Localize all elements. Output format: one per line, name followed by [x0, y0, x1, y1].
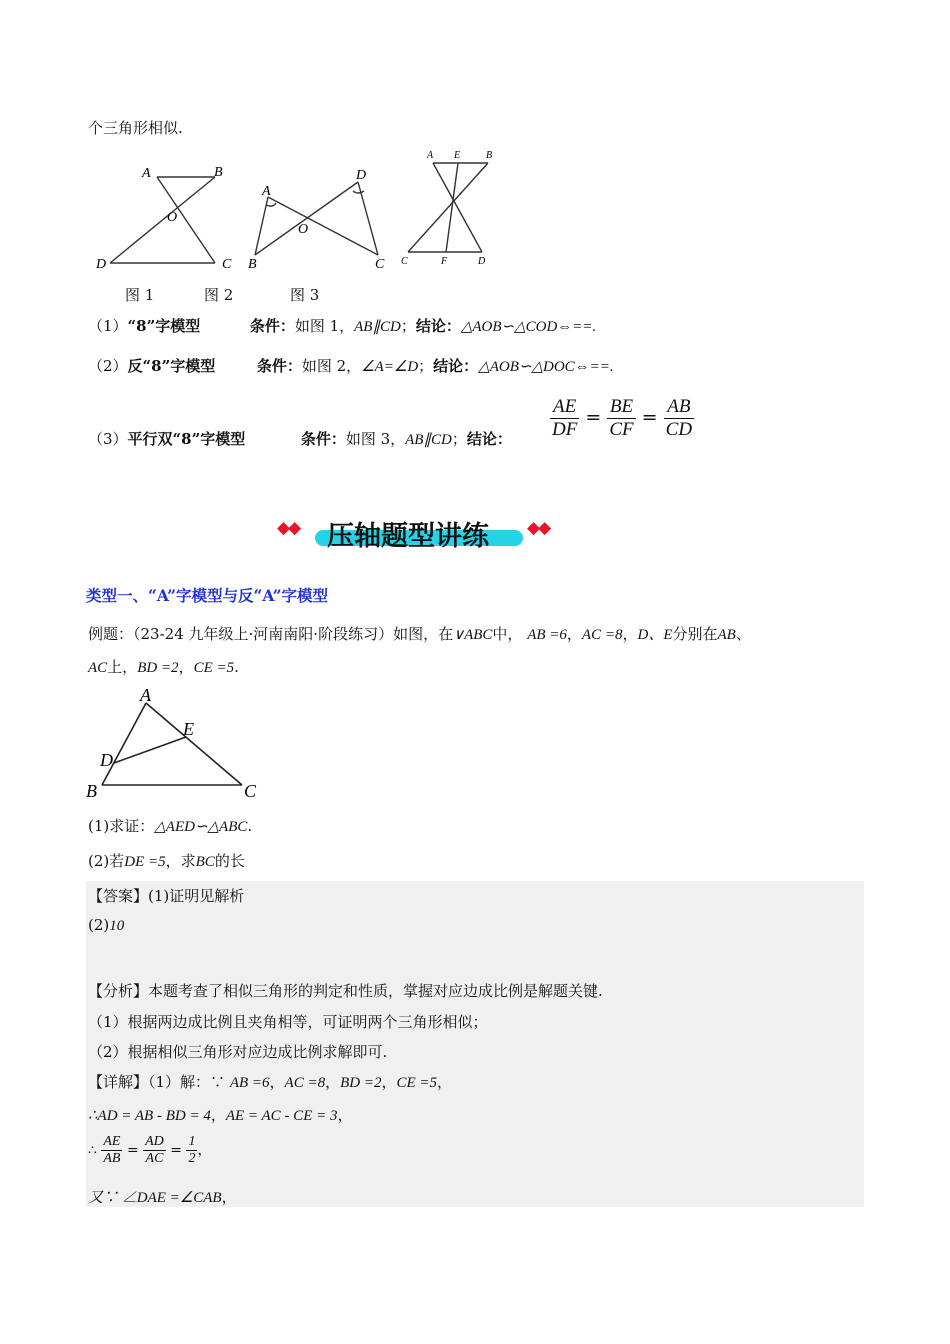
fig3-label-D: D	[478, 256, 486, 267]
banner	[277, 512, 562, 552]
analysis-line: 【分析】本题考查了相似三角形的判定和性质，掌握对应边成比例是解题关键.	[88, 982, 603, 1000]
model-1-conclusion: △AOB∽△COD⇔==.	[460, 319, 597, 335]
fig3-label-B: B	[486, 150, 493, 161]
example-label-D: D	[100, 750, 113, 770]
model-3-name: 平行双“8”字模型	[127, 430, 246, 448]
fig1-label-A: A	[142, 166, 151, 181]
detail-line-3: ∴ $\frac{AE}{AB}$ = $\frac{AD}{AC}$ = $\frac{1}{2}$ ，	[88, 1134, 212, 1166]
fig2-label-C: C	[375, 257, 385, 272]
question-1: (1)求证：△AED∽△ABC.	[88, 817, 253, 835]
figure-1	[110, 177, 215, 263]
detail-line-1: 【详解】（1）解：∵ AB =6，AC =8，BD =2，CE =5，	[88, 1073, 453, 1091]
model-2-cond-text: 如图 2，	[301, 357, 362, 375]
fig3-label-F: F	[441, 256, 448, 267]
fig1-label-O: O	[167, 210, 178, 225]
caption-fig1: 图 1	[125, 286, 155, 304]
model-figures	[90, 145, 510, 280]
model-2: （2）反“8”字模型 条件：如图 2，∠A=∠D；结论：△AOB∽△DOC⇔==.	[88, 357, 614, 375]
model-1-cond-math: AB∥CD	[354, 319, 401, 335]
fig1-label-D: D	[96, 257, 107, 272]
answer-line-2: (2)10	[88, 916, 125, 934]
fig1-label-C: C	[222, 257, 232, 272]
caption-fig3: 图 3	[290, 286, 320, 304]
fraction-be-cf: $\frac{BE}{CF}$	[609, 396, 634, 440]
model-1-name: “8”字模型	[127, 317, 201, 335]
example-label-E: E	[183, 719, 194, 739]
model-1: （1）“8”字模型 条件：如图 1，AB∥CD；结论：△AOB∽△COD⇔==.	[88, 317, 597, 335]
model-2-cond-label: 条件：	[256, 357, 302, 375]
model-2-name: 反“8”字模型	[127, 357, 216, 375]
model-2-concl-label: 结论：	[433, 357, 479, 375]
detail-line-2: ∴AD = AB - BD = 4，AE = AC - CE = 3，	[88, 1106, 353, 1124]
model-3-cond-text: 如图 3，	[345, 430, 406, 448]
banner-left-diamonds: ◆◆	[277, 518, 300, 538]
answer-line-1: 【答案】(1)证明见解析	[88, 887, 245, 905]
model-3-fractions: $\frac{AE}{DF}$ = $\frac{BE}{CF}$ = $\frac{AB}{CD}$	[552, 396, 693, 440]
example-line-1: 例题：（23-24 九年级上·河南南阳·阶段练习）如图，在∨ABC中， AB =6，AC =8，D、E分别在AB、	[88, 625, 751, 643]
model-2-conclusion: △AOB∽△DOC⇔==.	[478, 359, 614, 375]
figure-2	[255, 182, 378, 255]
banner-right-diamonds: ◆◆	[527, 518, 550, 538]
banner-title: 压轴题型讲练	[327, 521, 489, 552]
model-2-num: （2）	[88, 357, 128, 375]
example-label-B: B	[86, 781, 97, 801]
intro-line: 个三角形相似.	[88, 119, 183, 137]
section-title: 类型一、“A”字模型与反“A”字模型	[86, 586, 329, 605]
fraction-ad-ac: $\frac{AD}{AC}$	[145, 1134, 164, 1166]
fig2-label-D: D	[356, 168, 367, 183]
analysis-step-2: （2）根据相似三角形对应边成比例求解即可.	[88, 1043, 388, 1061]
fraction-one-half: $\frac{1}{2}$	[188, 1134, 196, 1166]
figure-3	[408, 163, 488, 252]
model-1-cond-text: 如图 1，	[294, 317, 355, 335]
example-label-A: A	[140, 685, 151, 705]
fig1-label-B: B	[214, 165, 223, 180]
fig2-label-B: B	[248, 257, 257, 272]
fraction-ae-ab: $\frac{AE}{AB}$	[103, 1134, 121, 1166]
question-2: (2)若DE =5，求BC的长	[88, 852, 245, 870]
fig3-label-C: C	[401, 256, 408, 267]
fig3-label-A: A	[427, 150, 434, 161]
fig2-label-O: O	[298, 222, 309, 237]
model-3-num: （3）	[88, 430, 128, 448]
example-line-2: AC上，BD =2，CE =5.	[88, 658, 239, 676]
model-3-cond-math: AB∥CD	[405, 432, 452, 448]
fraction-ab-cd: $\frac{AB}{CD}$	[665, 396, 693, 440]
model-3-concl-label: 结论：	[466, 430, 512, 448]
fig3-label-E: E	[454, 150, 461, 161]
example-figure	[82, 683, 267, 803]
model-3-cond-label: 条件：	[300, 430, 346, 448]
model-1-cond-label: 条件：	[249, 317, 295, 335]
example-label-C: C	[244, 781, 257, 801]
model-1-num: （1）	[88, 317, 128, 335]
detail-line-4: 又∵ ∠DAE =∠CAB，	[88, 1188, 237, 1206]
analysis-step-1: （1）根据两边成比例且夹角相等，可证明两个三角形相似；	[88, 1013, 488, 1031]
model-2-cond-math: ∠A=∠D	[361, 359, 419, 375]
fig2-label-A: A	[262, 184, 271, 199]
model-1-concl-label: 结论：	[415, 317, 461, 335]
caption-fig2: 图 2	[204, 286, 234, 304]
fraction-ae-df: $\frac{AE}{DF}$	[552, 396, 578, 440]
model-3: （3）平行双“8”字模型 条件：如图 3，AB∥CD；结论：	[88, 430, 512, 448]
